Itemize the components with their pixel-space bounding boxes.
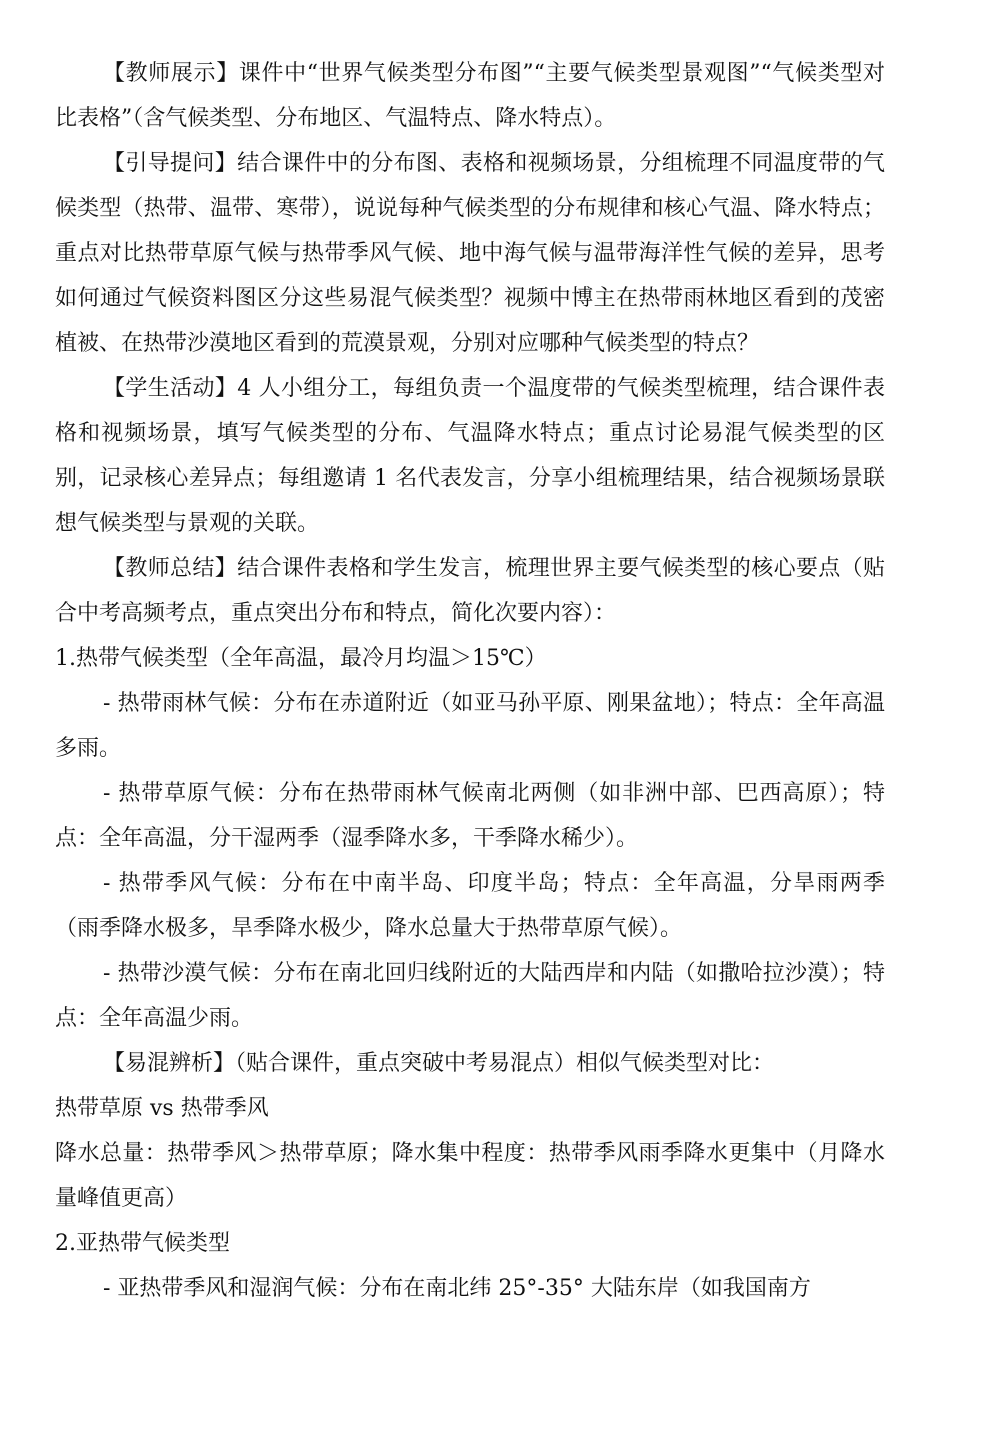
comparison-detail: 降水总量：热带季风＞热带草原；降水集中程度：热带季风雨季降水更集中（月降水量峰值更高）	[55, 1141, 885, 1211]
list-item-tropical-monsoon: - 热带季风气候：分布在中南半岛、印度半岛；特点：全年高温，分旱雨两季（雨季降水极多，旱季降水极少，降水总量大于热带草原气候）。	[55, 871, 885, 941]
paragraph-student-activity: 【学生活动】4 人小组分工，每组负责一个温度带的气候类型梳理，结合课件表格和视频场景，填写气候类型的分布、气温降水特点；重点讨论易混气候类型的区别，记录核心差异点；每组邀请 1 名代表发言，分享小组梳理结果，结合视频场景联想气候类型与景观的关联。	[55, 376, 885, 536]
list-item-tropical-rainforest: - 热带雨林气候：分布在赤道附近（如亚马孙平原、刚果盆地）；特点：全年高温多雨。	[55, 691, 885, 761]
section-heading-subtropical: 2.亚热带气候类型	[55, 1231, 230, 1256]
paragraph-confusion-intro: 【易混辨析】（贴合课件，重点突破中考易混点）相似气候类型对比：	[103, 1051, 775, 1076]
paragraph-guide-question: 【引导提问】结合课件中的分布图、表格和视频场景，分组梳理不同温度带的气候类型（热带、温带、寒带），说说每种气候类型的分布规律和核心气温、降水特点；重点对比热带草原气候与热带季风气候、地中海气候与温带海洋性气候的差异，思考如何通过气候资料图区分这些易混气候类型？视频中博主在热带雨林地区看到的茂密植被、在热带沙漠地区看到的荒漠景观，分别对应哪种气候类型的特点？	[55, 151, 885, 356]
paragraph-teacher-show: 【教师展示】课件中“世界气候类型分布图”“主要气候类型景观图”“气候类型对比表格”（含气候类型、分布地区、气温特点、降水特点）。	[55, 61, 885, 131]
list-item-tropical-desert: - 热带沙漠气候：分布在南北回归线附近的大陆西岸和内陆（如撒哈拉沙漠）；特点：全年高温少雨。	[55, 961, 885, 1031]
paragraph-teacher-summary: 【教师总结】结合课件表格和学生发言，梳理世界主要气候类型的核心要点（贴合中考高频考点，重点突出分布和特点，简化次要内容）：	[55, 556, 885, 626]
list-item-tropical-savanna: - 热带草原气候：分布在热带雨林气候南北两侧（如非洲中部、巴西高原）；特点：全年高温，分干湿两季（湿季降水多，干季降水稀少）。	[55, 781, 885, 851]
document-page	[55, 51, 885, 1311]
section-heading-tropical: 1.热带气候类型（全年高温，最冷月均温＞15℃）	[55, 646, 547, 671]
comparison-pair: 热带草原 vs 热带季风	[55, 1096, 269, 1121]
list-item-subtropical-monsoon: - 亚热带季风和湿润气候：分布在南北纬 25°-35° 大陆东岸（如我国南方	[103, 1276, 811, 1301]
